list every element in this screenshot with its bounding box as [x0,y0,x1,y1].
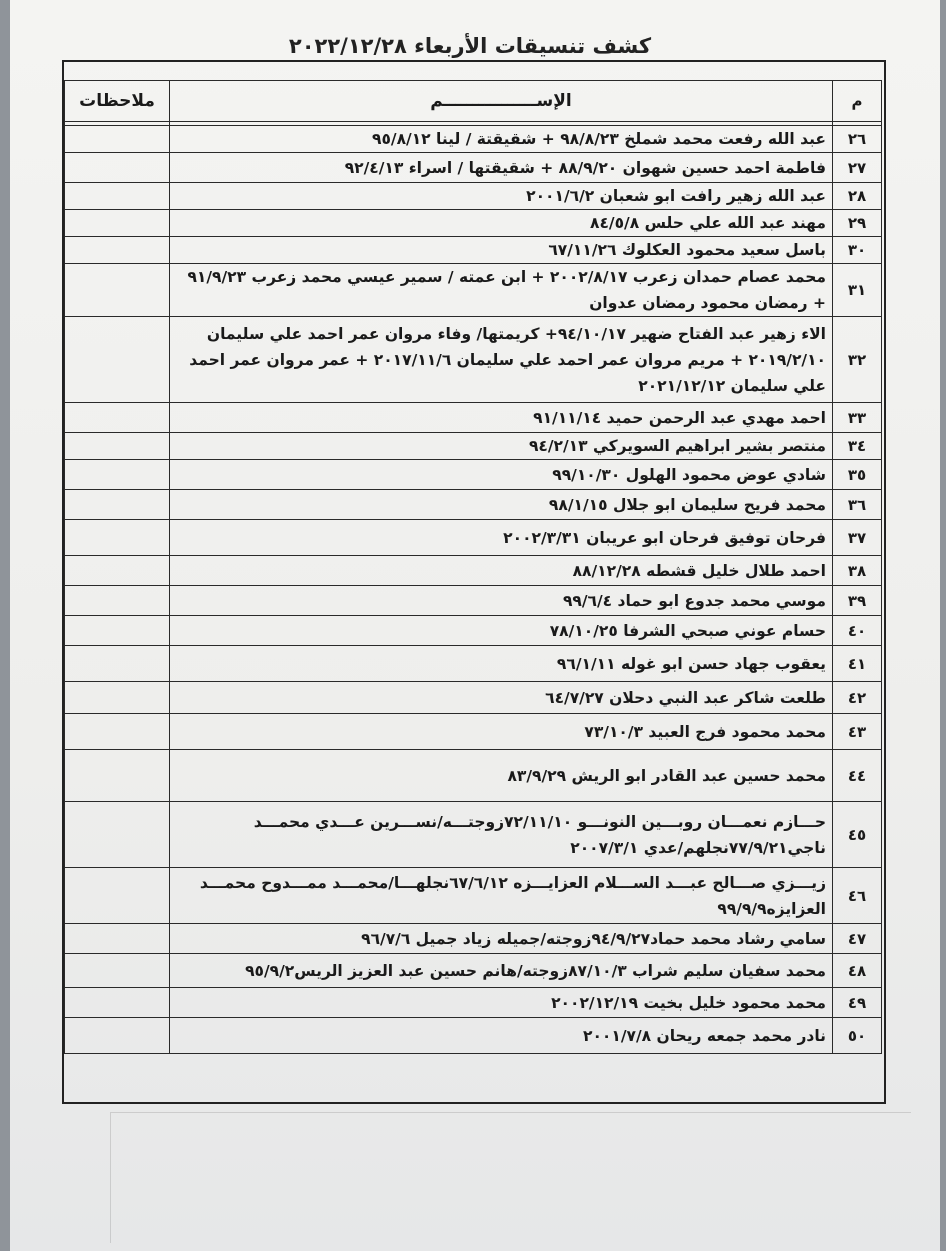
row-notes [65,490,170,520]
table-row [65,924,882,954]
table-row [65,646,882,682]
row-notes [65,750,170,802]
table-row [65,403,882,433]
row-number: ٤٤ [833,750,882,802]
row-notes [65,714,170,750]
row-name: محمد حسين عبد القادر ابو الريش ٨٣/٩/٢٩ [170,750,833,802]
row-name: زيـــزي صـــالح عبـــد الســـلام العزايـــزه ٦٧/٦/١٢نجلهـــا/محمـــد ممـــدوح محمـــد العزايزه٩٩/٩/٩ [170,868,833,924]
row-notes [65,183,170,210]
row-number: ٣٦ [833,490,882,520]
table-row [65,556,882,586]
names-table [64,80,882,1054]
row-notes [65,433,170,460]
row-number: ٣٠ [833,237,882,264]
row-number: ٤٧ [833,924,882,954]
next-page-table-shadow [110,1112,911,1243]
table-row [65,210,882,237]
row-number: ٤٨ [833,954,882,988]
table-row [65,616,882,646]
row-number: ٤١ [833,646,882,682]
row-number: ٤٢ [833,682,882,714]
row-notes [65,237,170,264]
row-name: نادر محمد جمعه ريحان ٢٠٠١/٧/٨ [170,1018,833,1054]
table-row [65,954,882,988]
table-row [65,490,882,520]
row-notes [65,616,170,646]
row-notes [65,460,170,490]
row-notes [65,317,170,403]
table-row [65,682,882,714]
row-number: ٤٠ [833,616,882,646]
table-row [65,126,882,153]
row-number: ٤٣ [833,714,882,750]
row-name: يعقوب جهاد حسن ابو غوله ٩٦/١/١١ [170,646,833,682]
row-name: منتصر بشير ابراهيم السويركي ٩٤/٢/١٣ [170,433,833,460]
row-number: ٥٠ [833,1018,882,1054]
row-name: باسل سعيد محمود العكلوك ٦٧/١١/٢٦ [170,237,833,264]
row-number: ٣١ [833,264,882,317]
table-row [65,714,882,750]
row-name: احمد طلال خليل قشطه ٨٨/١٢/٢٨ [170,556,833,586]
column-header-name: الإســــــــــــــــم [170,81,833,122]
row-name: فرحان توفيق فرحان ابو عريبان ٢٠٠٢/٣/٣١ [170,520,833,556]
row-name: فاطمة احمد حسين شهوان ٨٨/٩/٢٠ + شقيقتها / اسراء ٩٢/٤/١٣ [170,153,833,183]
row-notes [65,924,170,954]
row-number: ٢٨ [833,183,882,210]
page-title: كشف تنسيقات الأربعاء ٢٠٢٢/١٢/٢٨ [288,34,652,58]
table-row [65,153,882,183]
row-name: مهند عبد الله علي حلس ٨٤/٥/٨ [170,210,833,237]
row-notes [65,153,170,183]
row-name: عبد الله رفعت محمد شملخ ٩٨/٨/٢٣ + شقيقتة / لينا ٩٥/٨/١٢ [170,126,833,153]
row-name: حـــازم نعمـــان روبـــين النونـــو ٧٢/١١/١٠زوجتـــه/نســـرين عـــدي محمـــد ناجي٧٧/٩/٢١نجلهم/عدي ٢٠٠٧/٣/١ [170,802,833,868]
row-notes [65,646,170,682]
table-row [65,317,882,403]
row-notes [65,1018,170,1054]
column-header-notes: ملاحظات [65,81,170,122]
row-notes [65,264,170,317]
row-notes [65,586,170,616]
row-number: ٤٩ [833,988,882,1018]
row-name: طلعت شاكر عبد النبي دحلان ٦٤/٧/٢٧ [170,682,833,714]
row-notes [65,126,170,153]
row-number: ٢٦ [833,126,882,153]
row-notes [65,868,170,924]
row-name: محمد فريح سليمان ابو جلال ٩٨/١/١٥ [170,490,833,520]
row-notes [65,403,170,433]
row-name: محمد محمود خليل بخيت ٢٠٠٢/١٢/١٩ [170,988,833,1018]
row-number: ٤٦ [833,868,882,924]
table-row [65,460,882,490]
table-row [65,237,882,264]
row-notes [65,802,170,868]
table-row [65,750,882,802]
table-row [65,520,882,556]
row-notes [65,682,170,714]
table-header-row [65,81,882,122]
row-number: ٢٧ [833,153,882,183]
row-name: الاء زهير عبد الفتاح ضهير ٩٤/١٠/١٧+ كريمتها/ وفاء مروان عمر احمد علي سليمان ٢٠١٩/٢/١٠ + مريم مروان عمر احمد علي سليمان ٢٠١٧/١١/٦ + عمر مروان عمر احمد علي سليمان ٢٠٢١/١٢/١٢ [170,317,833,403]
row-name: محمد عصام حمدان زعرب ٢٠٠٢/٨/١٧ + ابن عمته / سمير عيسي محمد زعرب ٩١/٩/٢٣ + رمضان محمود رمضان عدوان [170,264,833,317]
row-notes [65,988,170,1018]
table-row [65,586,882,616]
row-number: ٣٤ [833,433,882,460]
table-row [65,1018,882,1054]
row-name: شادي عوض محمود الهلول ٩٩/١٠/٣٠ [170,460,833,490]
row-number: ٣٣ [833,403,882,433]
row-notes [65,954,170,988]
row-name: موسي محمد جدوع ابو حماد ٩٩/٦/٤ [170,586,833,616]
row-number: ٢٩ [833,210,882,237]
column-header-num: م [833,81,882,122]
row-notes [65,520,170,556]
row-notes [65,210,170,237]
row-name: احمد مهدي عبد الرحمن حميد ٩١/١١/١٤ [170,403,833,433]
row-name: محمد سفيان سليم شراب ٨٧/١٠/٣زوجته/هانم حسين عبد العزيز الريس٩٥/٩/٢ [170,954,833,988]
row-name: حسام عوني صبحي الشرفا ٧٨/١٠/٢٥ [170,616,833,646]
row-name: محمد محمود فرج العبيد ٧٣/١٠/٣ [170,714,833,750]
row-name: عبد الله زهير رافت ابو شعبان ٢٠٠١/٦/٢ [170,183,833,210]
row-notes [65,556,170,586]
row-name: سامي رشاد محمد حماد٩٤/٩/٢٧زوجته/جميله زياد جميل ٩٦/٧/٦ [170,924,833,954]
table-row [65,802,882,868]
row-number: ٣٧ [833,520,882,556]
table-row [65,433,882,460]
table-row [65,264,882,317]
row-number: ٤٥ [833,802,882,868]
row-number: ٣٩ [833,586,882,616]
row-number: ٣٢ [833,317,882,403]
table-row [65,988,882,1018]
table-row [65,868,882,924]
row-number: ٣٨ [833,556,882,586]
table-row [65,183,882,210]
row-number: ٣٥ [833,460,882,490]
